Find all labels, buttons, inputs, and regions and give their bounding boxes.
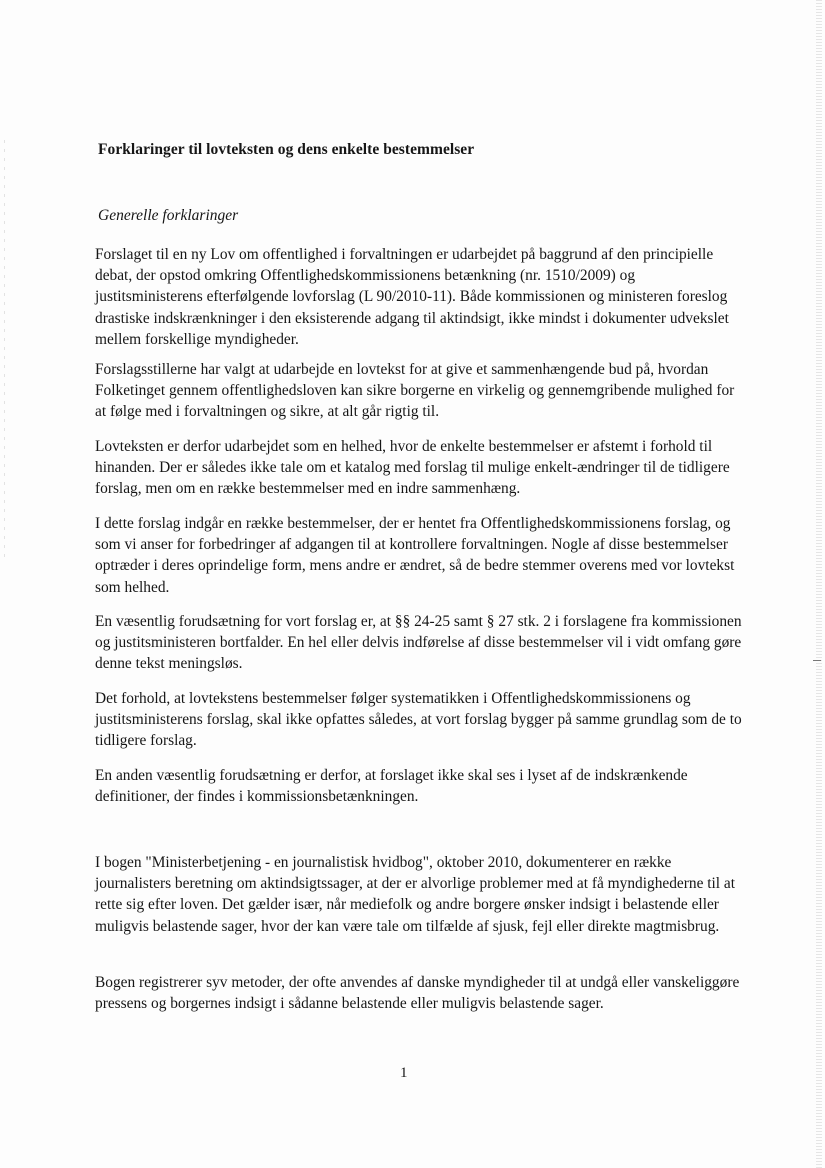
page-number: 1 [400, 1065, 408, 1081]
paragraph-7: En anden væsentlig forudsætning er derfor, at forslaget ikke skal ses i lyset af de indskrænkende definitioner, der findes i kommissionsbetænkningen. [95, 767, 688, 806]
scan-mark [813, 660, 821, 661]
document-heading: Forklaringer til lovteksten og dens enkelte bestemmelser [98, 141, 475, 158]
paragraph-6: Det forhold, at lovtekstens bestemmelser følger systematikken i Offentlighedskommissionens og justitsministerens forslag, skal ikke opfattes således, at vort forslag bygger på samme grundlag som de to tidligere forslag. [95, 690, 742, 750]
paragraph-2: Forslagsstillerne har valgt at udarbejde en lovtekst for at give et sammenhængende bud på, hvordan Folketinget gennem offentlighedsloven kan sikre borgerne en virkelig og gennemgribende mulighed for at følge med i forvaltningen og sikre, at alt går rigtig til. [95, 361, 735, 421]
paragraph-4: I dette forslag indgår en række bestemmelser, der er hentet fra Offentlighedskommissionens forslag, og som vi anser for forbedringer af adgangen til at kontrollere forvaltningen. Nogle af disse bestemmelser optræder i deres oprindelige form, mens andre er ændret, så de bedre stemmer overens med vor lovtekst som helhed. [95, 515, 735, 596]
paragraph-3: Lovteksten er derfor udarbejdet som en helhed, hvor de enkelte bestemmelser er afstemt i forhold til hinanden. Der er således ikke tale om et katalog med forslag til mulige enkelt-ændringer til de tidligere forslag, men om en række bestemmelser med en indre sammenhæng. [95, 438, 730, 498]
paragraph-8: I bogen "Ministerbetjening - en journalistisk hvidbog", oktober 2010, dokumenterer en række journalisters beretning om aktindsigtssager, at der er alvorlige problemer med at få myndighederne til at rette sig efter loven. Det gælder især, når mediefolk og andre borgere ønsker indsigt i belastende eller muligvis belastende sager, hvor der kan være tale om tilfælde af sjusk, fejl eller direkte magtmisbrug. [95, 854, 736, 935]
scan-edge-left [4, 140, 5, 560]
paragraph-1: Forslaget til en ny Lov om offentlighed i forvaltningen er udarbejdet på baggrund af den principielle debat, der opstod omkring Offentlighedskommissionens betænkning (nr. 1510/2009) og justitsministerens efterfølgende lovforslag (L 90/2010-11). Både kommissionen og ministeren foreslog drastiske indskrænkninger i den eksisterende adgang til aktindsigt, ikke mindst i dokumenter udvekslet mellem forskellige myndigheder. [95, 246, 729, 348]
section-subheading: Generelle forklaringer [98, 207, 239, 224]
paragraph-5: En væsentlig forudsætning for vort forslag er, at §§ 24-25 samt § 27 stk. 2 i forslagene fra kommissionen og justitsministeren bortfalder. En hel eller delvis indførelse af disse bestemmelser vil i vidt omfang gøre denne tekst meningsløs. [95, 613, 742, 673]
paragraph-9: Bogen registrerer syv metoder, der ofte anvendes af danske myndigheder til at undgå eller vanskeliggøre pressens og borgernes indsigt i sådanne belastende eller muligvis belastende sager. [95, 974, 740, 1013]
scan-edge-right [816, 0, 822, 1168]
